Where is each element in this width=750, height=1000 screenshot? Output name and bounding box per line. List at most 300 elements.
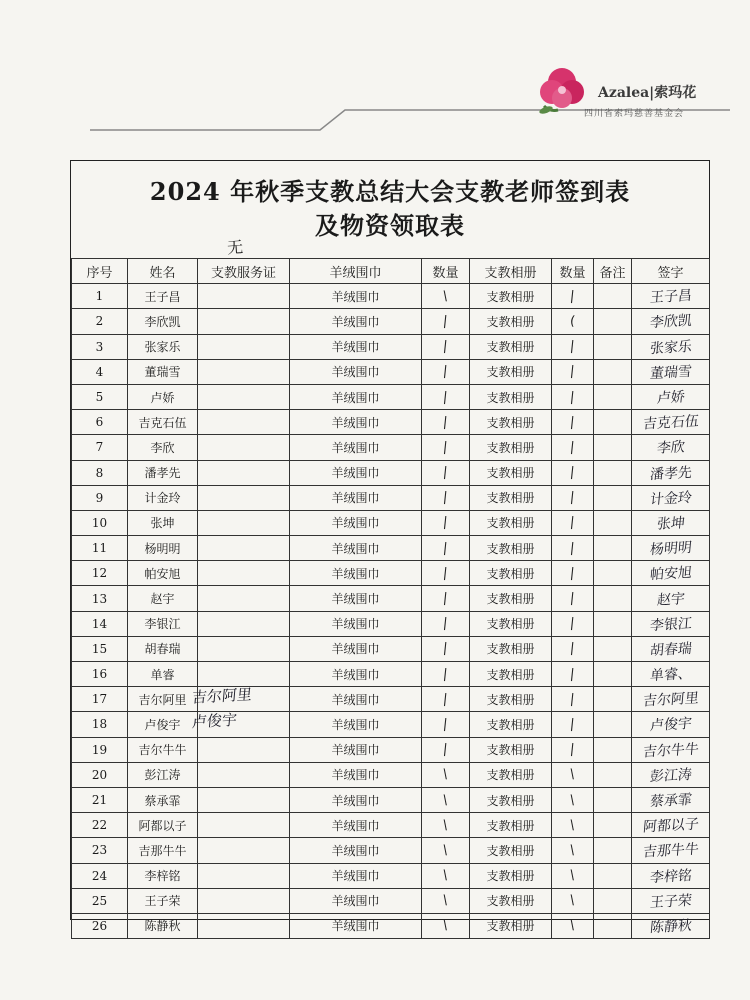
cell-qty1 xyxy=(422,636,470,661)
cell-cert xyxy=(198,284,290,309)
cell-no: 15 xyxy=(72,636,128,661)
cell-signature-handwriting: 彭江涛 xyxy=(648,766,693,785)
cell-name: 卢俊宇 xyxy=(128,712,198,737)
cell-album: 支教相册 xyxy=(470,485,552,510)
cell-name: 王子荣 xyxy=(128,888,198,913)
cell-qty1 xyxy=(422,309,470,334)
cell-cert xyxy=(198,510,290,535)
cell-qty1-handwriting: | xyxy=(442,565,449,582)
cell-qty1-handwriting: | xyxy=(442,716,449,733)
table-row xyxy=(72,460,710,485)
cell-qty1-handwriting: \ xyxy=(442,867,449,884)
cell-album: 支教相册 xyxy=(470,787,552,812)
cell-no: 3 xyxy=(72,334,128,359)
cell-album: 支教相册 xyxy=(470,510,552,535)
cell-qty1-handwriting: \ xyxy=(442,842,449,859)
cell-signature-handwriting: 赵宇 xyxy=(655,590,686,609)
cell-name: 吉尔阿里 xyxy=(128,687,198,712)
cell-signature-handwriting: 帕安旭 xyxy=(648,565,693,584)
cell-scarf: 羊绒围巾 xyxy=(290,712,422,737)
cell-qty2-handwriting: | xyxy=(569,565,576,582)
cell-remark xyxy=(594,586,632,611)
foundation-logo xyxy=(532,62,722,122)
cell-qty2 xyxy=(552,636,594,661)
cell-cert xyxy=(198,410,290,435)
cell-qty2-handwriting: \ xyxy=(569,867,576,884)
cell-signature-handwriting: 吉克石伍 xyxy=(641,413,700,433)
cell-remark xyxy=(594,687,632,712)
cell-qty1 xyxy=(422,737,470,762)
cell-qty1 xyxy=(422,863,470,888)
cell-qty1 xyxy=(422,913,470,938)
cell-qty2 xyxy=(552,762,594,787)
cell-cert xyxy=(191,711,290,737)
cell-album: 支教相册 xyxy=(470,334,552,359)
cell-qty1-handwriting: \ xyxy=(442,767,449,783)
cell-qty2-handwriting: | xyxy=(569,414,576,430)
cell-qty1-handwriting: | xyxy=(442,439,449,456)
cell-qty1 xyxy=(422,687,470,712)
cell-name: 计金玲 xyxy=(128,485,198,510)
cell-name: 帕安旭 xyxy=(128,561,198,586)
cell-remark xyxy=(594,762,632,787)
header-cert: 支教服务证 xyxy=(198,259,290,284)
cell-name: 吉克石伍 xyxy=(128,410,198,435)
cell-album: 支教相册 xyxy=(470,687,552,712)
cell-no: 22 xyxy=(72,813,128,838)
cell-name: 陈静秋 xyxy=(128,913,198,938)
cell-qty1 xyxy=(422,410,470,435)
table-row xyxy=(72,586,710,611)
cell-qty2 xyxy=(552,309,594,334)
cell-signature-handwriting: 吉尔阿里 xyxy=(641,690,700,710)
table-row xyxy=(72,611,710,636)
header-name: 姓名 xyxy=(128,259,198,284)
cell-signature xyxy=(632,510,710,535)
cell-qty2-handwriting: | xyxy=(569,666,576,682)
cell-qty1 xyxy=(422,662,470,687)
cell-qty2-handwriting: | xyxy=(569,540,576,556)
table-row xyxy=(72,410,710,435)
cell-qty1-handwriting: | xyxy=(442,616,449,632)
cell-qty1-handwriting: \ xyxy=(442,893,449,909)
cell-cert-handwriting: 吉尔阿里 xyxy=(191,685,253,707)
cell-signature xyxy=(632,662,710,687)
cell-name: 李银江 xyxy=(128,611,198,636)
cell-qty1-handwriting: | xyxy=(442,364,449,380)
cell-signature xyxy=(632,334,710,359)
cell-remark xyxy=(594,787,632,812)
cell-cert xyxy=(198,586,290,611)
cell-scarf: 羊绒围巾 xyxy=(290,561,422,586)
cell-cert xyxy=(191,685,290,712)
cell-qty1 xyxy=(422,435,470,460)
cell-signature-handwriting: 卢俊宇 xyxy=(648,716,693,735)
cell-album: 支教相册 xyxy=(470,662,552,687)
cell-qty2 xyxy=(552,813,594,838)
cell-cert xyxy=(198,384,290,409)
cell-name: 张家乐 xyxy=(128,334,198,359)
cell-cert xyxy=(198,536,290,561)
table-row xyxy=(72,762,710,787)
header-no: 序号 xyxy=(72,259,128,284)
cell-scarf: 羊绒围巾 xyxy=(290,384,422,409)
cell-album: 支教相册 xyxy=(470,460,552,485)
cell-album: 支教相册 xyxy=(470,284,552,309)
cell-signature-handwriting: 李欣凯 xyxy=(648,313,693,332)
cell-qty1-handwriting: \ xyxy=(442,918,449,934)
cell-qty2 xyxy=(552,536,594,561)
cell-scarf: 羊绒围巾 xyxy=(290,813,422,838)
cell-no: 18 xyxy=(72,712,128,737)
cell-signature xyxy=(632,863,710,888)
cell-signature-handwriting: 陈静秋 xyxy=(648,917,693,937)
cell-album: 支教相册 xyxy=(470,561,552,586)
cell-qty2-handwriting: | xyxy=(569,389,576,405)
cell-name: 胡春瑞 xyxy=(128,636,198,661)
cell-cert xyxy=(198,636,290,661)
cell-album: 支教相册 xyxy=(470,309,552,334)
cell-scarf: 羊绒围巾 xyxy=(290,662,422,687)
cell-qty1-handwriting: | xyxy=(442,414,449,430)
cell-signature xyxy=(632,284,710,309)
cell-qty1 xyxy=(422,460,470,485)
cell-qty2-handwriting: | xyxy=(569,716,576,733)
cell-album: 支教相册 xyxy=(470,813,552,838)
cell-cert xyxy=(198,787,290,812)
cell-scarf: 羊绒围巾 xyxy=(290,586,422,611)
cell-qty2 xyxy=(552,334,594,359)
cell-qty2-handwriting: | xyxy=(569,464,576,481)
table-row xyxy=(72,838,710,863)
cell-scarf: 羊绒围巾 xyxy=(290,435,422,460)
cell-signature-handwriting: 李欣 xyxy=(655,439,686,458)
cell-signature-handwriting: 计金玲 xyxy=(648,489,693,508)
table-row xyxy=(72,636,710,661)
cell-name: 董瑞雪 xyxy=(128,359,198,384)
table-row xyxy=(72,309,710,334)
cell-cert xyxy=(198,838,290,863)
cell-cert xyxy=(198,888,290,913)
cell-name: 张坤 xyxy=(128,510,198,535)
cell-signature xyxy=(632,309,710,334)
cell-signature xyxy=(632,712,710,737)
table-row xyxy=(72,712,710,737)
cell-qty1-handwriting: | xyxy=(442,389,449,405)
cell-scarf: 羊绒围巾 xyxy=(290,888,422,913)
cell-album: 支教相册 xyxy=(470,762,552,787)
cell-remark xyxy=(594,485,632,510)
cell-signature xyxy=(632,737,710,762)
cell-signature-handwriting: 李梓铭 xyxy=(648,867,693,886)
cell-qty1-handwriting: | xyxy=(442,515,449,531)
cell-remark xyxy=(594,813,632,838)
cell-signature xyxy=(632,687,710,712)
table-row xyxy=(72,737,710,762)
header-sign: 签字 xyxy=(632,259,710,284)
cell-qty1-handwriting: | xyxy=(442,540,449,556)
table-row xyxy=(72,687,710,712)
cell-signature-handwriting: 王子昌 xyxy=(648,288,693,307)
cell-name: 杨明明 xyxy=(128,536,198,561)
table-row xyxy=(72,435,710,460)
cell-signature xyxy=(632,435,710,460)
cell-signature-handwriting: 李银江 xyxy=(648,615,693,634)
cell-qty2-handwriting: | xyxy=(569,616,576,632)
cell-remark xyxy=(594,863,632,888)
table-header-row xyxy=(72,259,710,284)
cell-remark xyxy=(594,838,632,863)
title-line-1: 2024 年秋季支教总结大会支教老师签到表 xyxy=(149,177,631,206)
cell-qty2 xyxy=(552,510,594,535)
cell-no: 23 xyxy=(72,838,128,863)
table-row xyxy=(72,485,710,510)
table-row xyxy=(72,913,710,938)
cell-album: 支教相册 xyxy=(470,611,552,636)
title-line-2: 及物资领取表 xyxy=(315,211,465,240)
cell-name: 吉那牛牛 xyxy=(128,838,198,863)
cell-album: 支教相册 xyxy=(470,536,552,561)
cell-qty2-handwriting: | xyxy=(569,338,576,355)
cell-scarf: 羊绒围巾 xyxy=(290,636,422,661)
cell-qty2-handwriting: | xyxy=(569,515,576,531)
cell-signature xyxy=(632,460,710,485)
cell-scarf: 羊绒围巾 xyxy=(290,460,422,485)
cell-qty1-handwriting: | xyxy=(442,666,449,682)
cell-signature xyxy=(632,410,710,435)
header-remark: 备注 xyxy=(594,259,632,284)
cell-cert xyxy=(198,309,290,334)
cell-remark xyxy=(594,284,632,309)
cell-remark xyxy=(594,737,632,762)
cell-remark xyxy=(594,536,632,561)
cell-no: 8 xyxy=(72,460,128,485)
cell-qty2 xyxy=(552,712,594,737)
cell-signature xyxy=(632,586,710,611)
cell-qty1 xyxy=(422,787,470,812)
cell-name: 赵宇 xyxy=(128,586,198,611)
cell-cert xyxy=(198,460,290,485)
cell-remark xyxy=(594,410,632,435)
cell-qty2 xyxy=(552,687,594,712)
cell-qty2-handwriting: \ xyxy=(569,792,576,808)
cell-remark xyxy=(594,435,632,460)
cell-signature xyxy=(632,359,710,384)
cell-scarf: 羊绒围巾 xyxy=(290,762,422,787)
cell-cert xyxy=(198,762,290,787)
cell-qty1-handwriting: | xyxy=(442,641,449,657)
cell-signature-handwriting: 张家乐 xyxy=(648,338,693,357)
cell-name: 李欣凯 xyxy=(128,309,198,334)
cell-album: 支教相册 xyxy=(470,712,552,737)
cell-signature xyxy=(632,536,710,561)
cell-album: 支教相册 xyxy=(470,359,552,384)
cell-scarf: 羊绒围巾 xyxy=(290,359,422,384)
cell-album: 支教相册 xyxy=(470,888,552,913)
cell-album: 支教相册 xyxy=(470,838,552,863)
cell-signature xyxy=(632,888,710,913)
cell-cert-handwriting: 卢俊宇 xyxy=(191,711,238,732)
cell-no: 10 xyxy=(72,510,128,535)
handwritten-note: 无 xyxy=(226,237,244,258)
cell-name: 李梓铭 xyxy=(128,863,198,888)
cell-qty1-handwriting: | xyxy=(442,338,449,355)
cell-qty1 xyxy=(422,384,470,409)
cell-signature-handwriting: 蔡承霏 xyxy=(648,791,693,811)
cell-signature xyxy=(632,485,710,510)
cell-album: 支教相册 xyxy=(470,737,552,762)
cell-qty1 xyxy=(422,712,470,737)
cell-qty1-handwriting: | xyxy=(442,464,449,481)
signin-table xyxy=(71,258,710,939)
cell-qty1-handwriting: \ xyxy=(442,792,449,808)
cell-qty1 xyxy=(422,762,470,787)
table-row xyxy=(72,888,710,913)
cell-qty2 xyxy=(552,359,594,384)
cell-qty2 xyxy=(552,737,594,762)
cell-signature-handwriting: 卢娇 xyxy=(655,389,686,407)
cell-no: 2 xyxy=(72,309,128,334)
cell-no: 13 xyxy=(72,586,128,611)
cell-qty1-handwriting: | xyxy=(442,691,449,707)
cell-remark xyxy=(594,636,632,661)
cell-cert xyxy=(198,737,290,762)
cell-qty2-handwriting: | xyxy=(569,490,576,506)
cell-album: 支教相册 xyxy=(470,913,552,938)
table-row xyxy=(72,334,710,359)
cell-signature xyxy=(632,838,710,863)
cell-qty2-handwriting: \ xyxy=(569,842,576,859)
cell-no: 16 xyxy=(72,662,128,687)
cell-signature xyxy=(632,762,710,787)
cell-qty1 xyxy=(422,586,470,611)
cell-qty1 xyxy=(422,536,470,561)
cell-signature-handwriting: 王子荣 xyxy=(648,892,693,911)
cell-name: 王子昌 xyxy=(128,284,198,309)
cell-signature-handwriting: 杨明明 xyxy=(648,540,693,559)
cell-no: 12 xyxy=(72,561,128,586)
cell-qty1-handwriting: \ xyxy=(442,817,449,833)
cell-no: 7 xyxy=(72,435,128,460)
sheet-title xyxy=(71,175,709,243)
cell-signature xyxy=(632,813,710,838)
cell-name: 潘孝先 xyxy=(128,460,198,485)
table-row xyxy=(72,787,710,812)
cell-qty2-handwriting: \ xyxy=(569,918,576,934)
cell-name: 单睿 xyxy=(128,662,198,687)
cell-qty1 xyxy=(422,485,470,510)
cell-signature-handwriting: 董瑞雪 xyxy=(648,363,693,382)
cell-qty2 xyxy=(552,838,594,863)
cell-remark xyxy=(594,913,632,938)
cell-no: 26 xyxy=(72,913,128,938)
cell-qty2-handwriting: \ xyxy=(569,893,576,909)
cell-qty1 xyxy=(422,813,470,838)
cell-scarf: 羊绒围巾 xyxy=(290,284,422,309)
cell-qty2 xyxy=(552,435,594,460)
cell-qty2-handwriting: | xyxy=(569,691,576,707)
cell-scarf: 羊绒围巾 xyxy=(290,536,422,561)
table-row xyxy=(72,510,710,535)
cell-signature-handwriting: 潘孝先 xyxy=(648,464,693,483)
cell-remark xyxy=(594,712,632,737)
cell-signature xyxy=(632,611,710,636)
cell-remark xyxy=(594,662,632,687)
cell-no: 11 xyxy=(72,536,128,561)
cell-cert xyxy=(198,611,290,636)
cell-qty2 xyxy=(552,787,594,812)
cell-signature-handwriting: 单睿、 xyxy=(648,665,693,685)
cell-scarf: 羊绒围巾 xyxy=(290,838,422,863)
cell-scarf: 羊绒围巾 xyxy=(290,485,422,510)
cell-no: 24 xyxy=(72,863,128,888)
cell-qty1 xyxy=(422,561,470,586)
cell-cert xyxy=(198,485,290,510)
cell-qty2-handwriting: | xyxy=(569,439,576,456)
cell-scarf: 羊绒围巾 xyxy=(290,737,422,762)
cell-qty2 xyxy=(552,284,594,309)
cell-qty2-handwriting: \ xyxy=(569,767,576,783)
cell-remark xyxy=(594,510,632,535)
cell-qty1 xyxy=(422,284,470,309)
cell-remark xyxy=(594,359,632,384)
cell-no: 5 xyxy=(72,384,128,409)
cell-name: 吉尔牛牛 xyxy=(128,737,198,762)
cell-scarf: 羊绒围巾 xyxy=(290,863,422,888)
cell-scarf: 羊绒围巾 xyxy=(290,611,422,636)
cell-qty1 xyxy=(422,510,470,535)
signin-sheet xyxy=(70,160,710,937)
cell-no: 21 xyxy=(72,787,128,812)
cell-qty2-handwriting: | xyxy=(569,641,576,657)
cell-scarf: 羊绒围巾 xyxy=(290,510,422,535)
cell-signature xyxy=(632,636,710,661)
table-row xyxy=(72,863,710,888)
cell-no: 4 xyxy=(72,359,128,384)
cell-no: 6 xyxy=(72,410,128,435)
cell-cert xyxy=(198,561,290,586)
cell-qty1 xyxy=(422,888,470,913)
cell-qty2 xyxy=(552,586,594,611)
cell-album: 支教相册 xyxy=(470,863,552,888)
cell-qty2-handwriting: | xyxy=(569,590,576,607)
cell-no: 1 xyxy=(72,284,128,309)
cell-qty2-handwriting: \ xyxy=(569,817,576,833)
cell-no: 19 xyxy=(72,737,128,762)
cell-remark xyxy=(594,309,632,334)
cell-qty1-handwriting: | xyxy=(442,313,449,330)
cell-no: 25 xyxy=(72,888,128,913)
table-body xyxy=(72,284,710,939)
cell-scarf: 羊绒围巾 xyxy=(290,787,422,812)
cell-album: 支教相册 xyxy=(470,636,552,661)
cell-remark xyxy=(594,611,632,636)
cell-remark xyxy=(594,888,632,913)
cell-qty2-handwriting: | xyxy=(569,741,576,758)
cell-signature xyxy=(632,384,710,409)
cell-no: 9 xyxy=(72,485,128,510)
cell-qty1 xyxy=(422,359,470,384)
cell-signature-handwriting: 吉那牛牛 xyxy=(641,841,700,861)
cell-qty2 xyxy=(552,485,594,510)
cell-name: 阿都以子 xyxy=(128,813,198,838)
table-row xyxy=(72,284,710,309)
table-row xyxy=(72,536,710,561)
cell-cert xyxy=(198,813,290,838)
cell-scarf: 羊绒围巾 xyxy=(290,687,422,712)
cell-signature-handwriting: 吉尔牛牛 xyxy=(641,741,700,761)
cell-no: 20 xyxy=(72,762,128,787)
